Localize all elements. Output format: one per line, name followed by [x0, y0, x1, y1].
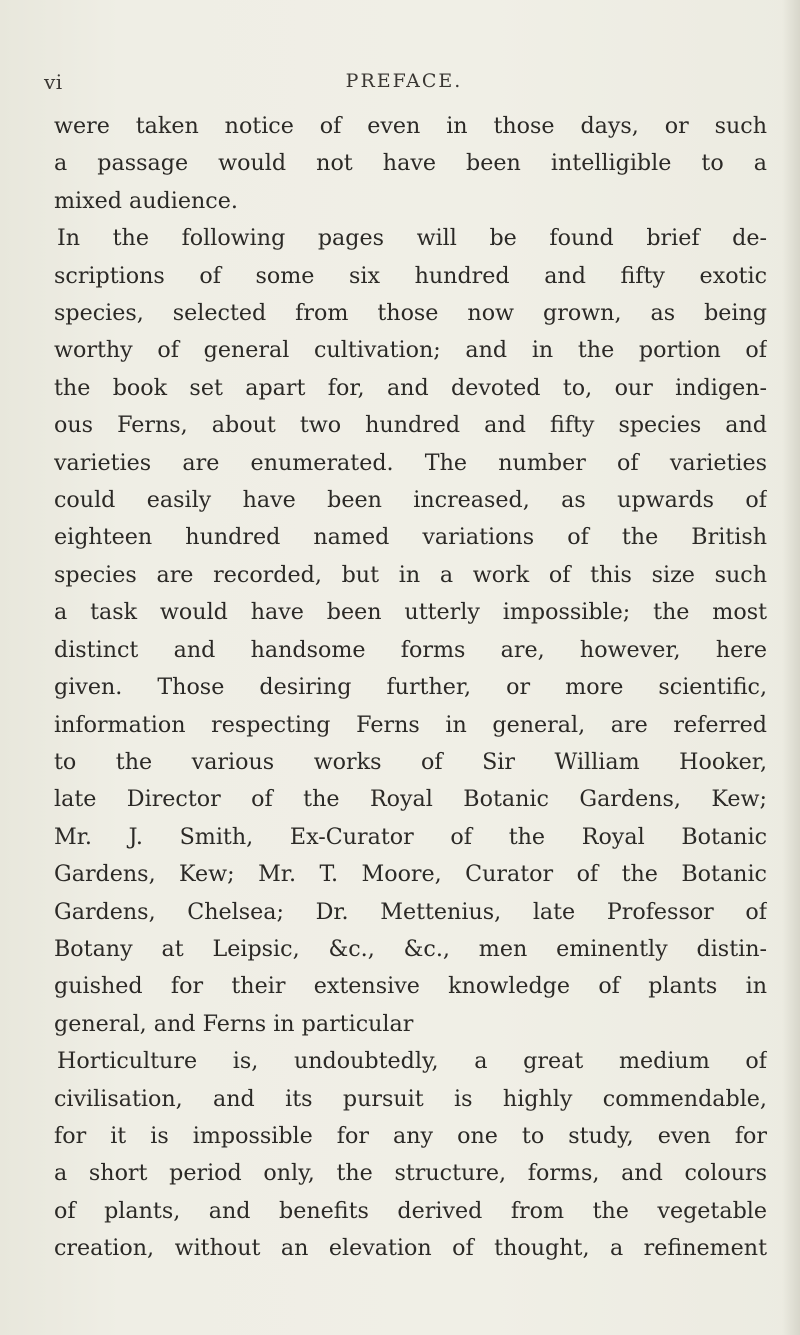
- running-head: PREFACE.: [345, 70, 463, 92]
- text-line: a task would have been utterly impossible; the most: [54, 599, 767, 626]
- text-line: Botany at Leipsic, &c., &c., men eminently distin-: [54, 935, 767, 962]
- text-line: could easily have been increased, as upwards of: [54, 487, 767, 514]
- text-line: late Director of the Royal Botanic Gardens, Kew;: [54, 786, 767, 813]
- text-line: ous Ferns, about two hundred and fifty species and: [54, 412, 767, 439]
- page-header: [44, 70, 764, 100]
- page-number: vi: [44, 70, 63, 94]
- text-line: given. Those desiring further, or more scientific,: [54, 674, 767, 701]
- text-line: of plants, and benefits derived from the vegetable: [54, 1197, 767, 1224]
- text-line: Gardens, Kew; Mr. T. Moore, Curator of the Botanic: [54, 861, 767, 888]
- text-line: were taken notice of even in those days, or such: [54, 113, 767, 139]
- text-line: general, and Ferns in particular: [54, 1010, 414, 1037]
- text-line: information respecting Ferns in general, are referred: [54, 711, 767, 738]
- text-line: civilisation, and its pursuit is highly commendable,: [54, 1085, 767, 1112]
- text-line: guished for their extensive knowledge of plants in: [54, 973, 767, 1000]
- text-line: scriptions of some six hundred and fifty exotic: [54, 262, 767, 289]
- page-edge-shadow: [782, 0, 800, 1335]
- text-line: species are recorded, but in a work of this size such: [54, 561, 767, 588]
- text-line: eighteen hundred named variations of the British: [54, 524, 767, 551]
- text-line: creation, without an elevation of thought, a refinement: [54, 1235, 767, 1262]
- text-line: distinct and handsome forms are, however, here: [54, 636, 767, 663]
- text-line: a short period only, the structure, forms, and colours: [54, 1160, 767, 1187]
- text-line: species, selected from those now grown, as being: [54, 300, 767, 327]
- text-line: a passage would not have been intelligible to a: [54, 150, 767, 177]
- text-line: Gardens, Chelsea; Dr. Mettenius, late Professor of: [54, 898, 767, 925]
- text-line: the book set apart for, and devoted to, our indigen-: [54, 374, 767, 401]
- text-line: mixed audience.: [54, 187, 238, 214]
- text-line: to the various works of Sir William Hooker,: [54, 748, 767, 775]
- text-line: Mr. J. Smith, Ex-Curator of the Royal Botanic: [54, 823, 767, 850]
- text-line: for it is impossible for any one to study, even for: [54, 1122, 767, 1149]
- text-line: In the following pages will be found brief de-: [57, 225, 767, 252]
- text-line: worthy of general cultivation; and in the portion of: [54, 337, 767, 364]
- body-text: [54, 108, 767, 1268]
- text-line: varieties are enumerated. The number of varieties: [54, 449, 767, 476]
- text-line: Horticulture is, undoubtedly, a great medium of: [57, 1048, 767, 1075]
